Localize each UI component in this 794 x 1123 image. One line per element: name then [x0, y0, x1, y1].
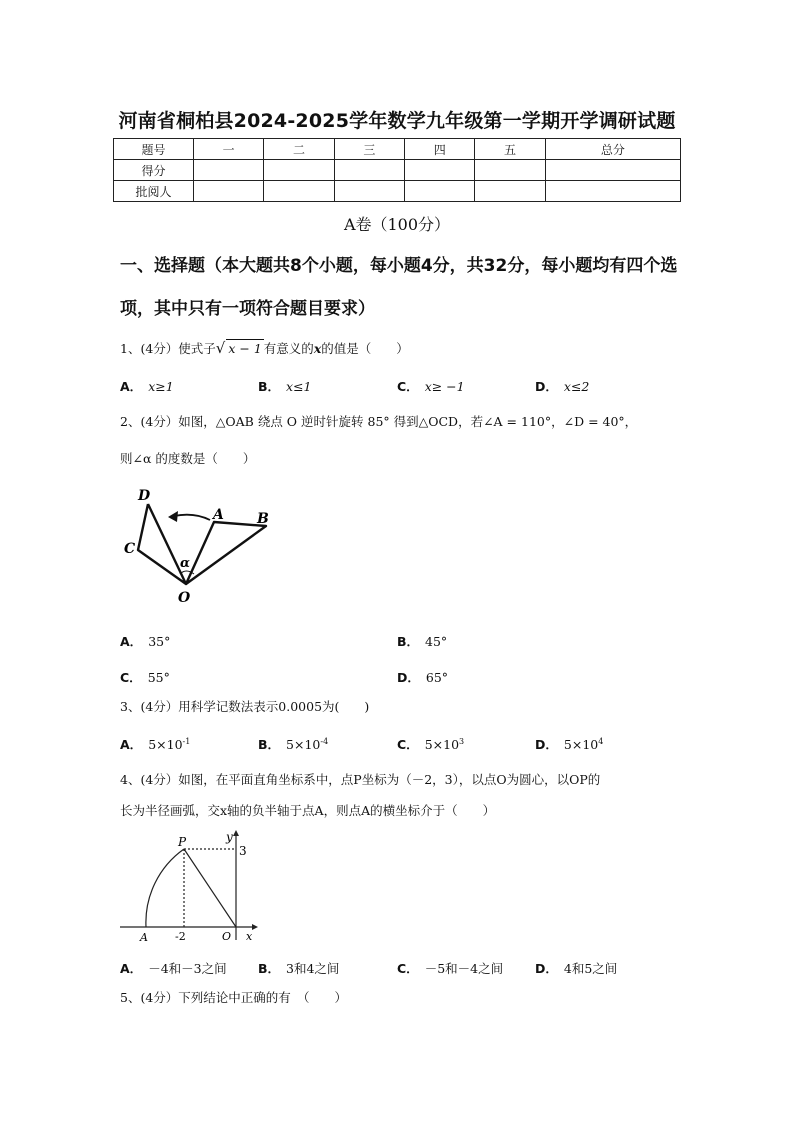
- label-c: C: [124, 541, 136, 557]
- option-base: 5×10: [148, 737, 183, 752]
- option-base: 5×10: [424, 737, 460, 752]
- option-c[interactable]: [397, 735, 464, 753]
- label-o: O: [222, 930, 232, 943]
- option-letter: D．: [397, 670, 420, 685]
- score-table-cell: [264, 181, 334, 202]
- score-table-cell: 五: [475, 139, 545, 160]
- q1-suffix2: 的值是（ ）: [321, 341, 409, 356]
- score-table-cell: [405, 181, 475, 202]
- option-a[interactable]: [120, 377, 174, 395]
- label-a: A: [140, 931, 148, 944]
- score-table-cell: [405, 160, 475, 181]
- score-table-cell: 四: [405, 139, 475, 160]
- label-y: y: [226, 830, 233, 844]
- option-exponent: 3: [459, 736, 465, 746]
- option-letter: A．: [120, 737, 143, 752]
- x-arrow-icon: [252, 924, 258, 930]
- label-a: A: [213, 507, 224, 523]
- arc-pa: [146, 849, 184, 927]
- option-text: x≥ −1: [424, 379, 465, 394]
- option-c[interactable]: [397, 377, 465, 395]
- label-p: P: [178, 835, 187, 849]
- radical-sign: √: [215, 339, 226, 357]
- score-table-row: [114, 181, 681, 202]
- option-text: 35°: [148, 634, 171, 649]
- coordinate-figure: [118, 830, 263, 948]
- option-letter: A．: [120, 634, 143, 649]
- option-text: 3和4之间: [286, 961, 340, 976]
- score-table-cell: 二: [264, 139, 334, 160]
- option-b[interactable]: [258, 735, 328, 753]
- rotation-arrow: [174, 515, 210, 520]
- question-4-line-1: 4、(4分）如图，在平面直角坐标系中，点P坐标为（－2，3），以点O为圆心，以OP的: [120, 772, 601, 787]
- label-alpha: α: [180, 556, 191, 571]
- option-text: －4和－3之间: [148, 961, 227, 976]
- option-letter: A．: [120, 961, 143, 976]
- segment-op: [184, 849, 236, 927]
- label-o: O: [178, 590, 191, 606]
- option-text: 65°: [425, 670, 449, 685]
- option-b[interactable]: [258, 377, 312, 395]
- label-d: D: [138, 488, 151, 504]
- score-table: [113, 138, 681, 202]
- question-2-line-1: 2、(4分）如图，△OAB 绕点 O 逆时针旋转 85° 得到△OCD，若∠A = 110°，∠D = 40°，: [120, 414, 638, 429]
- score-table-cell: [475, 181, 545, 202]
- option-text: －5和－4之间: [424, 961, 504, 976]
- y-arrow-icon: [233, 830, 239, 836]
- label-neg2: -2: [175, 930, 186, 943]
- option-text: x≥1: [148, 379, 174, 394]
- option-letter: B．: [258, 961, 281, 976]
- section-heading: 一、选择题（本大题共8个小题，每小题4分，共32分，每小题均有四个选项，其中只有一项符合题目要求）: [120, 256, 678, 319]
- score-table-cell: 一: [194, 139, 264, 160]
- option-c[interactable]: [120, 668, 170, 686]
- rotation-figure: [118, 484, 278, 608]
- question-3-stem: 3、(4分）用科学记数法表示0.0005为( ): [120, 699, 370, 714]
- triangle-oab: [186, 522, 266, 584]
- option-exponent: -4: [320, 736, 329, 746]
- option-d[interactable]: [397, 668, 448, 686]
- score-table-header-row: [114, 139, 681, 160]
- option-d[interactable]: [535, 377, 589, 395]
- option-text: 45°: [425, 634, 448, 649]
- q1-suffix: 有意义的: [263, 341, 314, 356]
- option-base: 5×10: [563, 737, 599, 752]
- q1-prefix: 1、(4分）使式子: [120, 341, 216, 356]
- question-4-line-2: 长为半径画弧，交x轴的负半轴于点A，则点A的横坐标介于（ ）: [120, 803, 496, 818]
- score-table-cell: 题号: [114, 139, 194, 160]
- score-table-cell: [194, 160, 264, 181]
- page-title: 河南省桐柏县2024-2025学年数学九年级第一学期开学调研试题: [118, 110, 676, 132]
- option-letter: B．: [397, 634, 420, 649]
- question-1-stem: [120, 339, 409, 358]
- option-letter: B．: [258, 737, 281, 752]
- score-table-row: [114, 160, 681, 181]
- option-text: x≤1: [286, 379, 312, 394]
- arrow-head-icon: [168, 511, 178, 522]
- option-text: x≤2: [563, 379, 590, 394]
- option-letter: C．: [120, 670, 142, 685]
- score-table-cell: [334, 160, 404, 181]
- option-text: 55°: [147, 670, 170, 685]
- option-letter: C．: [397, 737, 419, 752]
- option-a[interactable]: [120, 632, 170, 650]
- question-5-stem: 5、(4分）下列结论中正确的有 （ ）: [120, 990, 348, 1005]
- score-table-cell: 总分: [545, 139, 680, 160]
- label-b: B: [257, 511, 269, 527]
- option-text: 4和5之间: [563, 961, 618, 976]
- score-table-cell: [334, 181, 404, 202]
- option-exponent: -1: [182, 736, 191, 746]
- label-3: 3: [239, 844, 247, 858]
- score-table-cell: 三: [334, 139, 404, 160]
- score-table-cell: [264, 160, 334, 181]
- score-table-cell: [545, 160, 680, 181]
- option-letter: C．: [397, 379, 419, 394]
- option-d[interactable]: [535, 735, 603, 753]
- option-letter: D．: [535, 737, 558, 752]
- option-letter: D．: [535, 961, 558, 976]
- volume-heading: A卷（100分）: [343, 215, 451, 234]
- option-letter: B．: [258, 379, 281, 394]
- score-table-cell: [475, 160, 545, 181]
- q1-radicand: x − 1: [228, 341, 262, 356]
- score-table-cell: 批阅人: [114, 181, 194, 202]
- option-letter: A．: [120, 379, 143, 394]
- option-a[interactable]: [120, 735, 190, 753]
- option-b[interactable]: [397, 632, 447, 650]
- score-table-cell: [545, 181, 680, 202]
- option-d[interactable]: [535, 959, 617, 977]
- question-2-line-2: 则∠α 的度数是（ ）: [120, 451, 256, 466]
- label-x: x: [246, 930, 253, 943]
- score-table-cell: [194, 181, 264, 202]
- option-b[interactable]: [258, 959, 339, 977]
- option-letter: C．: [397, 961, 419, 976]
- q1-var: x: [313, 341, 322, 356]
- option-a[interactable]: [120, 959, 227, 977]
- option-exponent: 4: [598, 736, 604, 746]
- score-table-cell: 得分: [114, 160, 194, 181]
- option-letter: D．: [535, 379, 558, 394]
- option-c[interactable]: [397, 959, 503, 977]
- option-base: 5×10: [286, 737, 321, 752]
